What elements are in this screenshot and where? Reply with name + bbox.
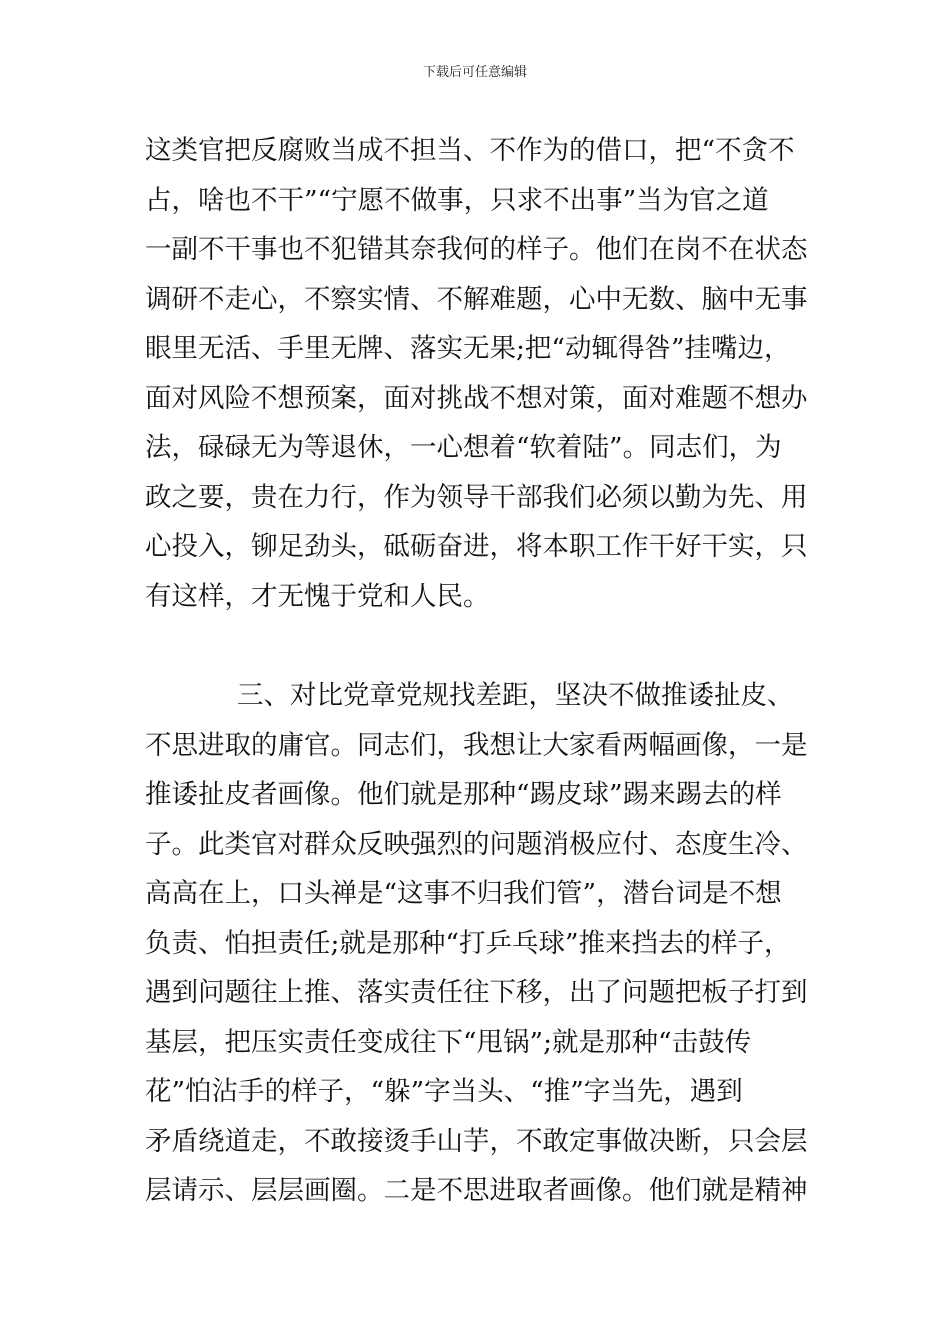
text-line: 心投入，铆足劲头，砥砺奋进，将本职工作干好干实，只 bbox=[145, 531, 808, 562]
text-line: 这类官把反腐败当成不担当、不作为的借口，把“不贪不 bbox=[145, 135, 795, 166]
text-line: 子。此类官对群众反映强烈的问题消极应付、态度生冷、 bbox=[145, 828, 808, 860]
text-line: 占，啥也不干”“宁愿不做事，只求不出事”当为官之道 bbox=[145, 184, 769, 216]
text-line: 政之要，贵在力行，作为领导干部我们必须以勤为先、用 bbox=[145, 481, 808, 513]
text-line: 高高在上，口头禅是“这事不归我们管”，潜台词是不想 bbox=[145, 878, 782, 909]
text-line: 有这样，才无愧于党和人民。 bbox=[145, 580, 490, 612]
text-line: 调研不走心，不察实情、不解难题，心中无数、脑中无事 bbox=[145, 283, 808, 315]
text-line: 矛盾绕道走，不敢接烫手山芋，不敢定事做决断，只会层 bbox=[145, 1125, 808, 1157]
text-line: 一副不干事也不犯错其奈我何的样子。他们在岗不在状态 bbox=[145, 234, 808, 265]
text-line: 基层，把压实责任变成往下“甩锅”;就是那种“击鼓传 bbox=[145, 1026, 752, 1058]
text-line: 层请示、层层画圈。二是不思进取者画像。他们就是精神 bbox=[145, 1175, 808, 1206]
text-line: 遇到问题往上推、落实责任往下移，出了问题把板子打到 bbox=[145, 977, 808, 1008]
text-line: 面对风险不想预案，面对挑战不想对策，面对难题不想办 bbox=[145, 382, 808, 414]
text-line: 花”怕沾手的样子，“躲”字当头、“推”字当先，遇到 bbox=[145, 1076, 743, 1107]
page-header: 下载后可任意编辑 bbox=[422, 65, 527, 80]
paragraph-1 bbox=[145, 126, 813, 621]
text-line: 法，碌碌无为等退休，一心想着“软着陆”。同志们，为 bbox=[145, 432, 782, 463]
text-line: 不思进取的庸官。同志们，我想让大家看两幅画像，一是 bbox=[145, 729, 808, 761]
paragraph-gap bbox=[145, 621, 813, 671]
paragraph-2 bbox=[145, 671, 813, 1216]
section-heading-line: 三、对比党章党规找差距，坚决不做推诿扯皮、 bbox=[237, 680, 794, 711]
text-line: 负责、怕担责任;就是那种“打乒乓球”推来挡去的样子， bbox=[145, 927, 791, 959]
text-line: 眼里无活、手里无牌、落实无果;把“动辄得咎”挂嘴边， bbox=[145, 333, 791, 364]
document-body bbox=[145, 126, 813, 1216]
text-line: 推诿扯皮者画像。他们就是那种“踢皮球”踢来踢去的样 bbox=[145, 779, 782, 810]
